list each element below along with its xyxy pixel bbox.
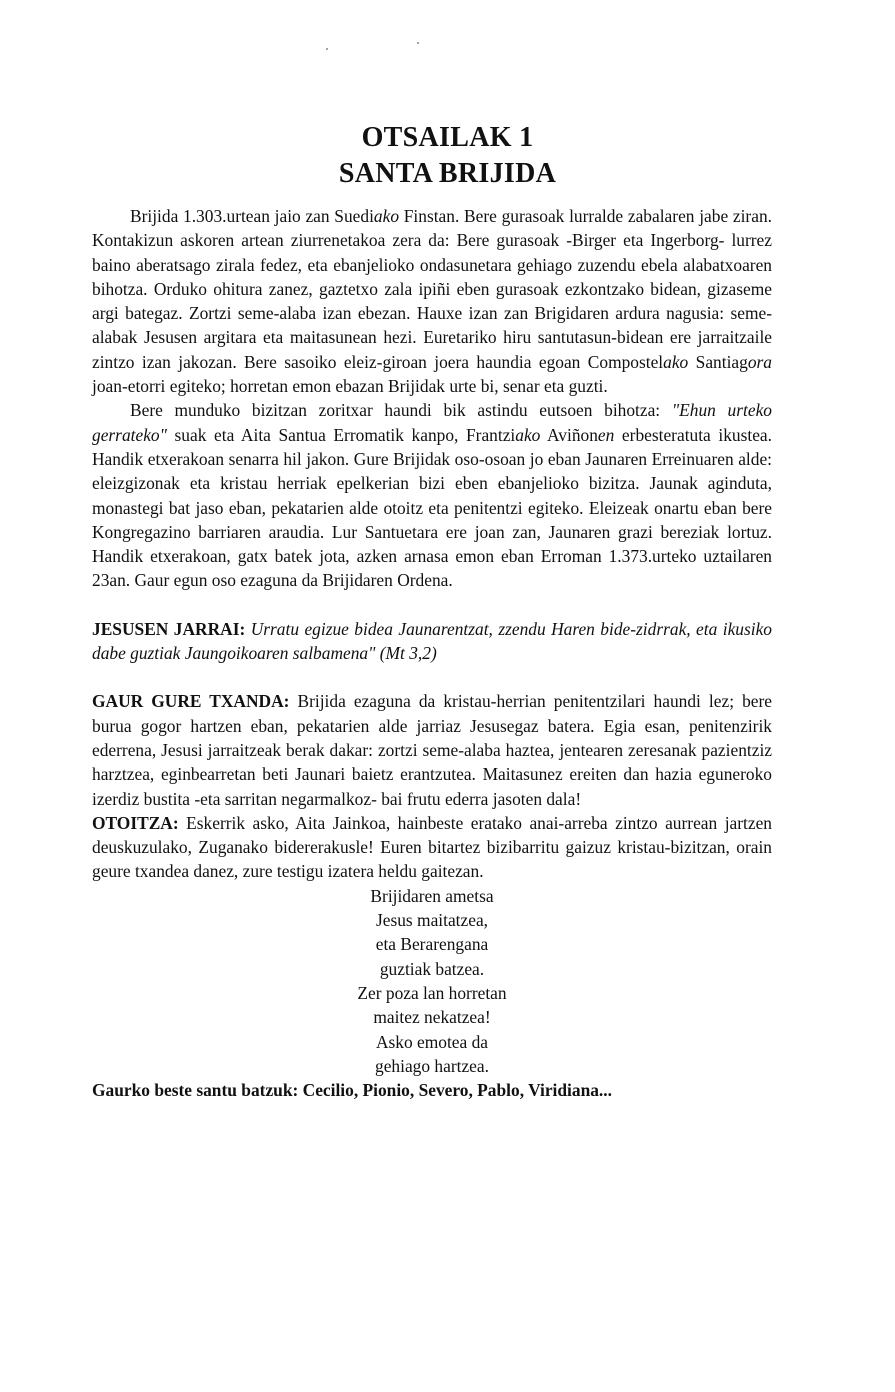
document-body bbox=[92, 204, 772, 1102]
paragraph-trials: Bere munduko bizitzan zoritxar haundi bik astindu eutsoen bihotza: "Ehun urteko gerrateko" suak eta Aita Santua Erromatik kanpo, Frantziako Aviñonen erbesteratuta ikustea. Handik etxerakoan senarra hil jakon. Gure Brijidak oso-osoan jo eban Jaunaren Erreinuaren alde: eleizgizonak eta kristau herriak epelkerian bizi eben ebanjelioko bizitza. Jaunak aginduta, monastegi bat jaso eban, pekatarien alde otoitz eta penitentzi egiteko. Eleizeak onartu eban bere Kongregazino barriaren araudia. Lur Santuetara ere joan zan, Jaunaren grazi bereziak lortuz. Handik etxerakoan, gatx batek jota, azken arnasa emon eban Erroman 1.373.urteko uztailaren 23an. Gaur egun oso ezaguna da Brijidaren Ordena. bbox=[92, 400, 772, 591]
paragraph-life: Brijida 1.303.urtean jaio zan Suediako Finstan. Bere gurasoak lurralde zabalaren jabe ziran. Kontakizun askoren artean ziurrenetakoa zera da: Bere gurasoak -Birger eta Ingerborg- lurrez baino aberatsago zirala fedez, eta ebanjelioko ondasunetara gehiago zuzendu ebela alabatxoaren bihotza. Orduko ohitura zanez, gaztetxo zala ipiñi eben gurasoak ezkontzako bidean, gizaseme argi bategaz. Zortzi seme-alaba izan ebezan. Hauxe izan zan Brigidaren ardura nagusia: seme-alabak Jesusen argitara eta maitasunean hezi. Euretariko hiru santutasun-bidean ere jarraitzaile zintzo izan jakozan. Bere sasoiko eleiz-giroan joera haundia egoan Compostelako Santiagora joan-etorri egiteko; horretan emon ebazan Brijidak urte bi, senar eta guzti. bbox=[92, 206, 772, 397]
section-label: GAUR GURE TXANDA: bbox=[92, 691, 290, 712]
jesusen-jarrai-section: JESUSEN JARRAI: Urratu egizue bidea Jaunarentzat, zzendu Haren bide-zidrrak, eta ikusiko dabe guztiak Jaungoikoaren salbamena" (Mt 3,2) bbox=[92, 618, 772, 664]
page-title-date: OTSAILAK 1 bbox=[361, 122, 534, 153]
other-saints-line: Gaurko beste santu batzuk: Cecilio, Pionio, Severo, Pablo, Viridiana... bbox=[92, 1080, 612, 1101]
poem-line: Zer poza lan horretan bbox=[357, 982, 507, 1003]
otoitza-section: OTOITZA: Eskerrik asko, Aita Jainkoa, hainbeste eratako anai-arreba zintzo aurrean jartzen deuskuzulako, Zuganako bidererakusle! Euren bitartez bizibarritu gaizuz kristau-bizitzan, orain geure txandea danez, zure testigu izatera heldu gaitezan. bbox=[92, 812, 772, 882]
section-label: OTOITZA: bbox=[92, 812, 179, 833]
scan-speck bbox=[417, 42, 419, 44]
poem-line: gehiago hartzea. bbox=[375, 1055, 489, 1076]
poem-line: guztiak batzea. bbox=[379, 958, 485, 979]
poem-line: eta Berarengana bbox=[375, 934, 489, 955]
poem-line: Asko emotea da bbox=[375, 1031, 489, 1052]
page-title-saint: SANTA BRIJIDA bbox=[338, 158, 557, 189]
poem-line: Brijidaren ametsa bbox=[370, 885, 494, 906]
gaur-gure-txanda-section: GAUR GURE TXANDA: Brijida ezaguna da kristau-herrian penitentzilari haundi lez; bere burua gogor hartzen eban, pekatarien alde jarriaz Jesusegaz batera. Egia esan, penitenzirik ederrena, Jesusi jarraitzeak berak dakar: zortzi seme-alaba haztea, jentearen zeresanak pazientziz harztzea, eginbearretan beti Jaunari baietz erantzutea. Maitasunez ereiten dan hazia eguneroko izerdiz bustita -eta sarritan negarmalkoz- bai frutu ederra jasoten dala! bbox=[92, 691, 773, 809]
poem-line: Jesus maitatzea, bbox=[375, 910, 489, 931]
poem-line: maitez nekatzea! bbox=[373, 1007, 491, 1028]
poem bbox=[92, 884, 772, 1078]
section-label: JESUSEN JARRAI: bbox=[92, 618, 246, 639]
scan-speck bbox=[326, 48, 328, 50]
